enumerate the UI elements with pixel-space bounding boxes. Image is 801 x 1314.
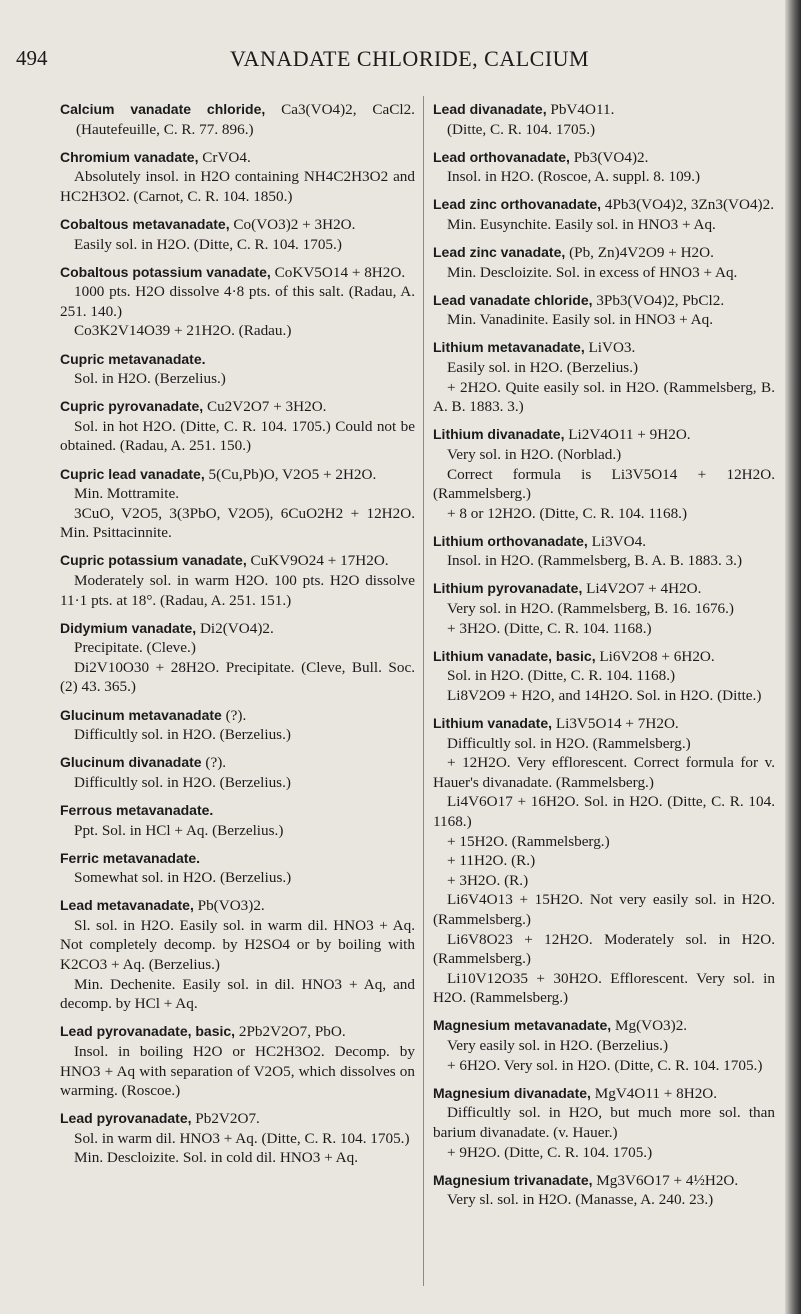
- entry-formula: PbV4O11.: [550, 101, 615, 118]
- entry-heading-line: [60, 263, 415, 283]
- entry-heading-line: [60, 350, 415, 370]
- entry-text: Correct formula is Li3V5O14 + 12H2O. (Rammelsberg.): [433, 465, 775, 503]
- dictionary-entry: [60, 1022, 415, 1100]
- entry-text: Very sol. in H2O. (Norblad.): [447, 445, 622, 463]
- dictionary-entry: [60, 148, 415, 207]
- entry-formula: (?).: [205, 754, 227, 772]
- dictionary-entry: [433, 338, 775, 416]
- dictionary-entry: [433, 148, 775, 187]
- entry-heading-line: [433, 338, 775, 358]
- entry-heading-line: [433, 1171, 775, 1191]
- entry-heading: Lead divanadate,: [433, 101, 547, 117]
- entry-heading: Lithium vanadate,: [433, 715, 553, 732]
- dictionary-entry: [433, 1084, 775, 1162]
- entry-text: Li8V2O9 + H2O, and 14H2O. Sol. in H2O. (Ditte.): [447, 686, 762, 704]
- entry-heading-line: [60, 215, 415, 235]
- dictionary-entry: [433, 647, 775, 706]
- entry-heading-line: [433, 100, 775, 120]
- entry-formula: LiVO3.: [588, 339, 636, 357]
- entry-formula: MgV4O11 + 8H2O.: [594, 1084, 718, 1102]
- entry-heading-line: [433, 532, 775, 552]
- entry-text: Difficultly sol. in H2O. (Berzelius.): [74, 726, 291, 744]
- left-column: [60, 100, 415, 1177]
- entry-text: Very sl. sol. in H2O. (Manasse, A. 240. 23.): [447, 1191, 714, 1209]
- entry-heading: Magnesium divanadate,: [433, 1084, 591, 1101]
- entry-formula: CrVO4.: [202, 148, 251, 166]
- entry-text: Li6V4O13 + 15H2O. Not very easily sol. in H2O. (Rammelsberg.): [433, 891, 775, 928]
- entry-text: Absolutely insol. in H2O containing NH4C2H3O2 and HC2H3O2. (Carnot, C. R. 104. 1850.): [60, 168, 415, 205]
- entry-heading: Lead metavanadate,: [60, 897, 194, 914]
- entry-text: + 12H2O. Very efflorescent. Correct formula for v. Hauer's divanadate. (Rammelsberg.): [433, 754, 775, 791]
- entry-heading-line: [60, 397, 415, 417]
- entry-heading: Lithium metavanadate,: [433, 339, 585, 356]
- entry-text: Min. Descloizite. Sol. in cold dil. HNO3 + Aq.: [74, 1149, 359, 1167]
- dictionary-entry: [433, 195, 775, 234]
- entry-text: Very easily sol. in H2O. (Berzelius.): [447, 1037, 669, 1055]
- entry-heading: Didymium vanadate,: [60, 619, 197, 636]
- entry-heading: Magnesium metavanadate,: [433, 1017, 612, 1034]
- entry-text: Li6V8O23 + 12H2O. Moderately sol. in H2O. (Rammelsberg.): [433, 930, 775, 968]
- entry-text: + 8 or 12H2O. (Ditte, C. R. 104. 1168.): [447, 504, 688, 522]
- entry-text: Precipitate. (Cleve.): [74, 639, 196, 657]
- dictionary-entry: [433, 532, 775, 571]
- entry-formula: Mg(VO3)2.: [614, 1017, 688, 1035]
- entry-heading-line: [60, 100, 415, 139]
- dictionary-entry: [60, 849, 415, 888]
- entry-text: Sol. in H2O. (Berzelius.): [74, 370, 226, 388]
- entry-formula: Li6V2O8 + 6H2O.: [599, 647, 715, 665]
- entry-heading: Cupric pyrovanadate,: [60, 398, 204, 415]
- entry-heading: Cobaltous metavanadate,: [60, 215, 230, 232]
- entry-formula: 3Pb3(VO4)2, PbCl2.: [596, 291, 725, 309]
- dictionary-entry: [433, 714, 775, 1008]
- entry-heading: Cupric potassium vanadate,: [60, 552, 247, 569]
- entry-heading: Lead orthovanadate,: [433, 148, 570, 165]
- entry-heading-line: [60, 706, 415, 726]
- entry-text: Sol. in hot H2O. (Ditte, C. R. 104. 1705.) Could not be obtained. (Radau, A. 251. 150.): [60, 417, 415, 455]
- dictionary-entry: [60, 350, 415, 389]
- entry-formula: Mg3V6O17 + 4½H2O.: [596, 1171, 739, 1189]
- dictionary-entry: [60, 801, 415, 840]
- entry-text: + 6H2O. Very sol. in H2O. (Ditte, C. R. 104. 1705.): [447, 1056, 763, 1074]
- entry-formula: Cu2V2O7 + 3H2O.: [206, 398, 327, 416]
- entry-text: + 9H2O. (Ditte, C. R. 104. 1705.): [447, 1143, 653, 1161]
- entry-heading-line: [433, 425, 775, 445]
- entry-heading-line: [60, 148, 415, 168]
- entry-text: + 3H2O. (Ditte, C. R. 104. 1168.): [447, 619, 652, 637]
- dictionary-entry: [60, 896, 415, 1014]
- entry-heading: Ferric metavanadate.: [60, 849, 201, 866]
- entry-text: + 3H2O. (R.): [447, 871, 529, 889]
- entry-heading: Glucinum metavanadate: [60, 706, 222, 723]
- entry-heading-line: [433, 291, 775, 311]
- entry-text: 1000 pts. H2O dissolve 4·8 pts. of this salt. (Radau, A. 251. 140.): [60, 283, 415, 320]
- entry-text: Min. Mottramite.: [74, 485, 180, 503]
- entry-formula: Li3VO4.: [591, 532, 647, 550]
- page-edge-shadow: [785, 0, 801, 1314]
- entry-heading: Lithium vanadate, basic,: [433, 647, 596, 664]
- running-header: [0, 46, 801, 76]
- dictionary-entry: [60, 397, 415, 456]
- entry-formula: (Pb, Zn)4V2O9 + H2O.: [569, 244, 714, 262]
- entry-heading-line: [433, 1084, 775, 1104]
- entry-text: Difficultly sol. in H2O. (Rammelsberg.): [447, 734, 691, 752]
- entry-heading-line: [60, 801, 415, 821]
- entry-formula: Pb(VO3)2.: [197, 897, 265, 915]
- dictionary-entry: [433, 579, 775, 638]
- entry-formula: Pb2V2O7.: [195, 1110, 260, 1128]
- entry-text: + 11H2O. (R.): [447, 852, 536, 870]
- entry-formula: 2Pb2V2O7, PbO.: [238, 1023, 346, 1041]
- entry-heading-line: [60, 551, 415, 571]
- page-number: 494: [16, 46, 48, 70]
- entry-text: Insol. in boiling H2O or HC2H3O2. Decomp. by HNO3 + Aq with separation of V2O5, which dissolves on warming. (Roscoe.): [60, 1042, 415, 1100]
- column-divider: [423, 96, 424, 1286]
- entry-text: Sol. in H2O. (Ditte, C. R. 104. 1168.): [447, 667, 676, 685]
- entry-formula: Li2V4O11 + 9H2O.: [568, 426, 691, 444]
- entry-text: Insol. in H2O. (Roscoe, A. suppl. 8. 109.): [447, 168, 701, 186]
- entry-heading-line: [60, 619, 415, 639]
- entry-text: (Ditte, C. R. 104. 1705.): [447, 120, 596, 138]
- entry-text: Min. Dechenite. Easily sol. in dil. HNO3 + Aq, and decomp. by HCl + Aq.: [60, 975, 415, 1013]
- entry-formula: Co(VO3)2 + 3H2O.: [233, 215, 356, 233]
- entry-heading-line: [433, 647, 775, 667]
- entry-formula: Pb3(VO4)2.: [573, 148, 649, 166]
- entry-heading: Lithium orthovanadate,: [433, 532, 588, 549]
- entry-heading: Lead zinc vanadate,: [433, 244, 566, 261]
- dictionary-entry: [60, 706, 415, 745]
- dictionary-entry: [60, 465, 415, 543]
- dictionary-entry: [433, 425, 775, 523]
- entry-text: Min. Descloizite. Sol. in excess of HNO3 + Aq.: [447, 263, 738, 281]
- entry-heading-line: [433, 195, 775, 215]
- entry-formula: (?).: [225, 706, 247, 724]
- entry-heading: Magnesium trivanadate,: [433, 1171, 593, 1188]
- entry-text: Insol. in H2O. (Rammelsberg, B. A. B. 1883. 3.): [447, 552, 743, 570]
- entry-heading-line: [60, 849, 415, 869]
- entry-formula: Ca3(VO4)2, CaCl2. (Hautefeuille, C. R. 77. 896.): [76, 101, 415, 138]
- entry-text: Moderately sol. in warm H2O. 100 pts. H2O dissolve 11·1 pts. at 18°. (Radau, A. 251. 151.): [60, 571, 415, 609]
- dictionary-entry: [433, 291, 775, 330]
- entry-formula: CuKV9O24 + 17H2O.: [250, 552, 389, 570]
- entry-text: 3CuO, V2O5, 3(3PbO, V2O5), 6CuO2H2 + 12H2O. Min. Psittacinnite.: [60, 504, 415, 542]
- entry-text: Difficultly sol. in H2O. (Berzelius.): [74, 773, 291, 791]
- entry-heading: Cupric metavanadate.: [60, 350, 206, 367]
- entry-formula: Li3V5O14 + 7H2O.: [555, 715, 679, 733]
- entry-text: + 15H2O. (Rammelsberg.): [447, 832, 610, 850]
- entry-formula: 5(Cu,Pb)O, V2O5 + 2H2O.: [208, 465, 377, 483]
- dictionary-entry: [60, 263, 415, 341]
- dictionary-entry: [433, 1016, 775, 1075]
- right-column: [433, 100, 775, 1218]
- dictionary-entry: [60, 1109, 415, 1168]
- dictionary-entry: [433, 100, 775, 139]
- entry-formula: CoKV5O14 + 8H2O.: [274, 263, 406, 281]
- entry-formula: Di2(VO4)2.: [199, 619, 274, 637]
- entry-heading-line: [60, 1109, 415, 1129]
- entry-text: Li4V6O17 + 16H2O. Sol. in H2O. (Ditte, C. R. 104. 1168.): [433, 793, 775, 830]
- entry-text: Di2V10O30 + 28H2O. Precipitate. (Cleve, Bull. Soc. (2) 43. 365.): [60, 658, 415, 696]
- entry-heading-line: [60, 1022, 415, 1042]
- entry-heading: Chromium vanadate,: [60, 148, 199, 165]
- dictionary-entry: [60, 753, 415, 792]
- entry-heading: Lead zinc orthovanadate,: [433, 196, 602, 213]
- entry-heading-line: [433, 243, 775, 263]
- dictionary-entry: [60, 100, 415, 139]
- dictionary-entry: [60, 215, 415, 254]
- entry-text: Sol. in warm dil. HNO3 + Aq. (Ditte, C. R. 104. 1705.): [74, 1129, 410, 1147]
- entry-heading: Ferrous metavanadate.: [60, 801, 214, 818]
- entry-heading-line: [433, 714, 775, 734]
- entry-text: Min. Eusynchite. Easily sol. in HNO3 + Aq.: [447, 215, 716, 233]
- entry-heading-line: [433, 1016, 775, 1036]
- entry-heading: Calcium vanadate chloride,: [60, 101, 266, 117]
- entry-formula: Li4V2O7 + 4H2O.: [586, 580, 702, 598]
- entry-heading: Lithium pyrovanadate,: [433, 580, 583, 597]
- entry-heading: Glucinum divanadate: [60, 754, 202, 771]
- entry-heading-line: [433, 148, 775, 168]
- entry-text: + 2H2O. Quite easily sol. in H2O. (Rammelsberg, B. A. B. 1883. 3.): [433, 378, 775, 416]
- entry-text: Difficultly sol. in H2O, but much more sol. than barium divanadate. (v. Hauer.): [433, 1104, 775, 1141]
- entry-heading: Cupric lead vanadate,: [60, 465, 205, 482]
- dictionary-entry: [433, 243, 775, 282]
- entry-text: Easily sol. in H2O. (Ditte, C. R. 104. 1705.): [74, 235, 342, 253]
- entry-text: Very sol. in H2O. (Rammelsberg, B. 16. 1676.): [447, 600, 734, 618]
- entry-heading-line: [433, 579, 775, 599]
- dictionary-entry: [60, 619, 415, 697]
- dictionary-entry: [433, 1171, 775, 1210]
- entry-heading: Lead vanadate chloride,: [433, 291, 593, 308]
- entry-heading-line: [60, 753, 415, 773]
- entry-text: Sl. sol. in H2O. Easily sol. in warm dil. HNO3 + Aq. Not completely decomp. by H2SO4 or by boiling with K2CO3 + Aq. (Berzelius.): [60, 916, 415, 974]
- entry-heading-line: [60, 896, 415, 916]
- entry-text: Li10V12O35 + 30H2O. Efflorescent. Very sol. in H2O. (Rammelsberg.): [433, 969, 775, 1007]
- entry-heading: Lithium divanadate,: [433, 426, 565, 443]
- entry-heading-line: [60, 465, 415, 485]
- dictionary-entry: [60, 551, 415, 610]
- entry-text: Easily sol. in H2O. (Berzelius.): [447, 359, 639, 377]
- entry-text: Ppt. Sol. in HCl + Aq. (Berzelius.): [74, 821, 284, 839]
- entry-heading: Lead pyrovanadate,: [60, 1110, 192, 1127]
- entry-heading: Lead pyrovanadate, basic,: [60, 1023, 236, 1040]
- entry-text: Somewhat sol. in H2O. (Berzelius.): [74, 869, 292, 887]
- entry-text: Min. Vanadinite. Easily sol. in HNO3 + Aq.: [447, 311, 714, 329]
- running-title: VANADATE CHLORIDE, CALCIUM: [230, 46, 590, 71]
- entry-heading: Cobaltous potassium vanadate,: [60, 263, 271, 280]
- entry-formula: 4Pb3(VO4)2, 3Zn3(VO4)2.: [604, 196, 774, 214]
- entry-text: Co3K2V14O39 + 21H2O. (Radau.): [74, 322, 292, 340]
